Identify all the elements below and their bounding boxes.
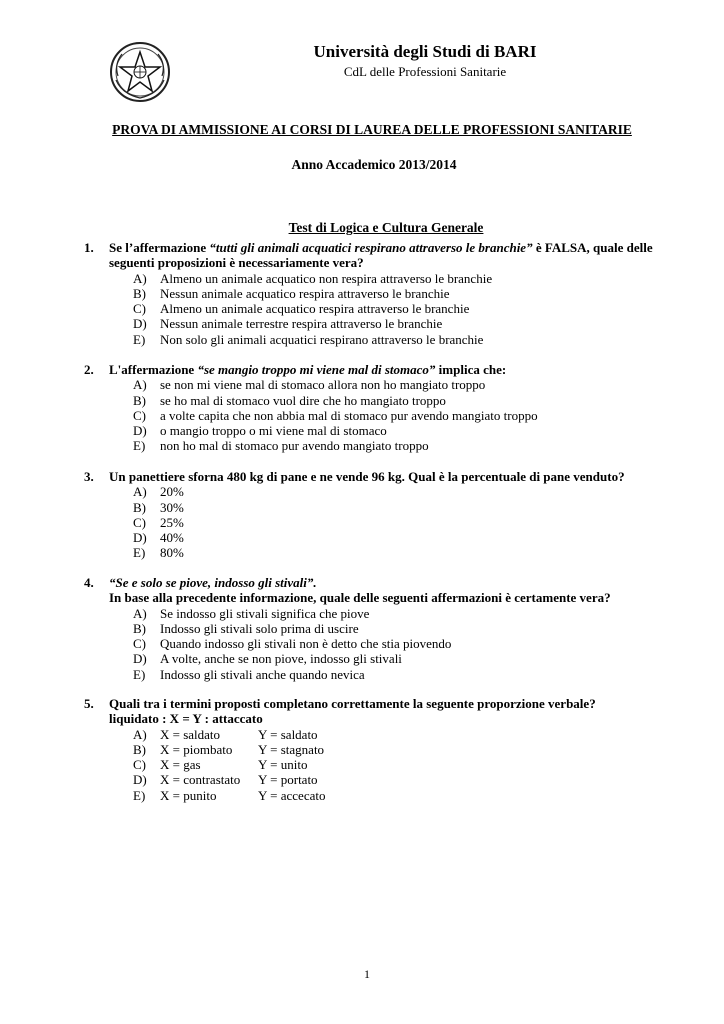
question-1 [84, 240, 674, 347]
option-c: C) Almeno un animale acquatico respira attraverso le branchie [133, 301, 470, 317]
option-d: D) A volte, anche se non piove, indosso gli stivali [133, 651, 402, 667]
option-b: B) Nessun animale acquatico respira attraverso le branchie [133, 285, 450, 301]
question-number: 1. [84, 240, 94, 255]
option-e: E) Non solo gli animali acquatici respirano attraverso le branchie [133, 331, 484, 347]
option-a: A) se non mi viene mal di stomaco allora non ho mangiato troppo [133, 377, 486, 393]
option-d: D) X = contrastato Y = portato [133, 772, 318, 788]
question-2 [84, 362, 674, 454]
option-b: B) Indosso gli stivali solo prima di uscire [133, 620, 359, 636]
option-c: C) Quando indosso gli stivali non è detto che stia piovendo [133, 636, 452, 652]
option-e: E) 80% [133, 545, 184, 561]
option-b: B) X = piombato Y = stagnato [133, 741, 325, 757]
option-a: A) Se indosso gli stivali significa che piove [133, 605, 370, 621]
option-b: B) 30% [133, 499, 184, 515]
question-text: Quali tra i termini proposti completano correttamente la seguente proporzione verbale? liquidato : X = Y : attaccato [109, 696, 596, 727]
option-d: D) 40% [133, 530, 184, 546]
question-text: L'affermazione “se mangio troppo mi viene mal di stomaco” implica che: [109, 362, 507, 377]
option-a: A) Almeno un animale acquatico non respira attraverso le branchie [133, 270, 493, 286]
option-c: C) a volte capita che non abbia mal di stomaco pur avendo mangiato troppo [133, 407, 538, 423]
question-text: “Se e solo se piove, indosso gli stivali”. In base alla precedente informazione, quale delle seguenti affermazioni è certamente vera? [109, 575, 611, 606]
question-number: 4. [84, 575, 94, 590]
course-name: CdL delle Professioni Sanitarie [343, 64, 507, 79]
option-b: B) se ho mal di stomaco vuol dire che ho mangiato troppo [133, 392, 446, 408]
option-a: A) 20% [133, 484, 184, 500]
question-number: 2. [84, 362, 94, 377]
option-c: C) 25% [133, 514, 184, 530]
question-number: 5. [84, 696, 94, 711]
section-title: Test di Logica e Cultura Generale [288, 220, 484, 235]
question-5 [84, 696, 674, 803]
page-number: 1 [364, 967, 370, 981]
italian-republic-emblem [108, 40, 172, 104]
academic-year: Anno Accademico 2013/2014 [291, 157, 457, 172]
option-d: D) Nessun animale terrestre respira attraverso le branchie [133, 316, 443, 332]
option-e: E) X = punito Y = accecato [133, 787, 326, 803]
question-text: Un panettiere sforna 480 kg di pane e ne vende 96 kg. Qual è la percentuale di pane venduto? [109, 469, 625, 484]
question-number: 3. [84, 469, 94, 484]
question-text: Se l’affermazione “tutti gli animali acquatici respirano attraverso le branchie” è FALSA, quale delle seguenti proposizioni è necessariamente vera? [109, 240, 653, 271]
option-c: C) X = gas Y = unito [133, 757, 308, 773]
exam-title: PROVA DI AMMISSIONE AI CORSI DI LAUREA DELLE PROFESSIONI SANITARIE [112, 122, 632, 137]
option-e: E) Indosso gli stivali anche quando nevica [133, 666, 365, 682]
question-4 [84, 575, 674, 682]
university-name: Università degli Studi di BARI [313, 42, 537, 61]
question-3 [84, 469, 674, 561]
option-e: E) non ho mal di stomaco pur avendo mangiato troppo [133, 438, 429, 454]
option-d: D) o mangio troppo o mi viene mal di stomaco [133, 423, 387, 439]
option-a: A) X = saldato Y = saldato [133, 726, 318, 742]
